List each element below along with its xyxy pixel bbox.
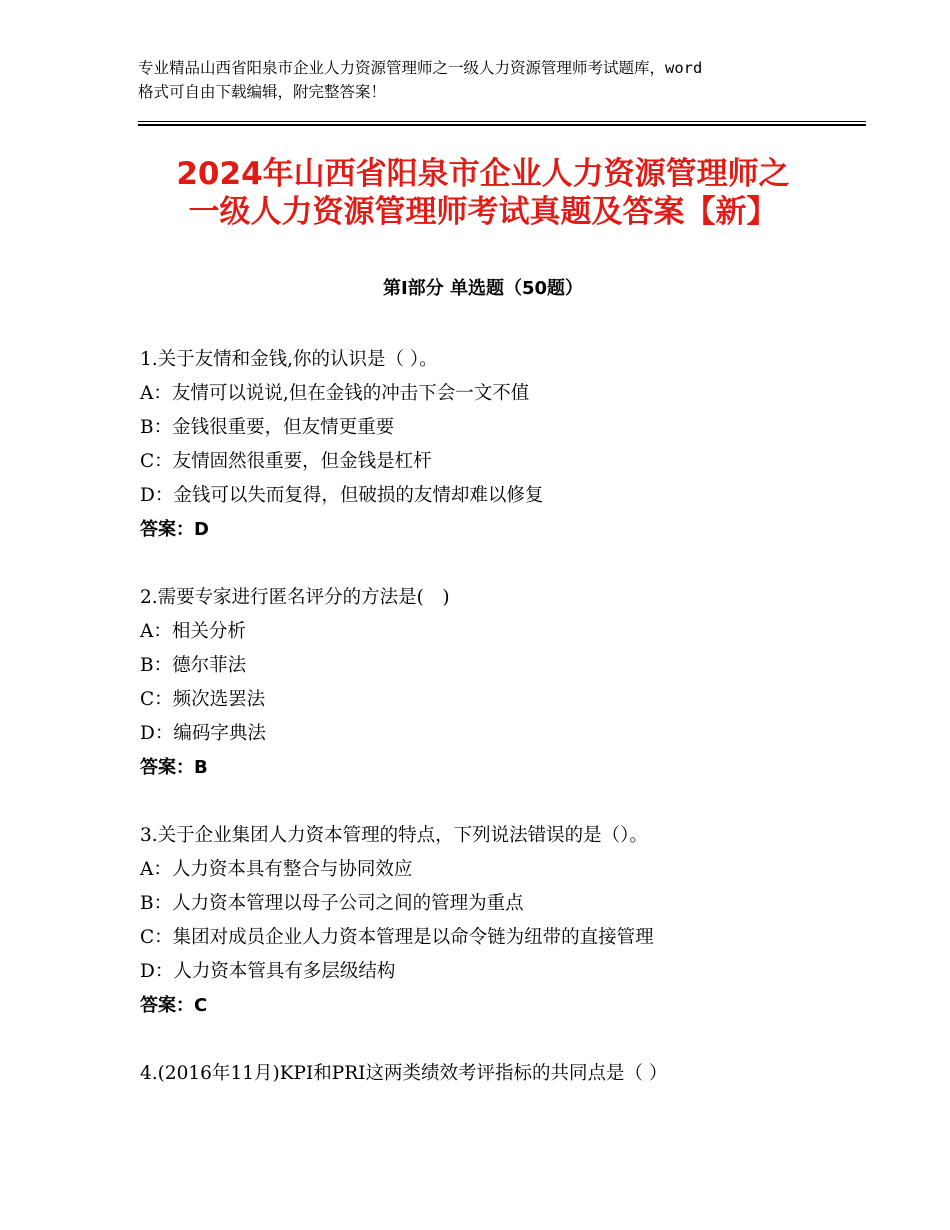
answer: 答案：D — [140, 519, 209, 540]
answer: 答案：B — [140, 757, 208, 778]
question-1 — [140, 343, 860, 547]
document-title-line-2: 一级人力资源管理师考试真题及答案【新】 — [188, 194, 778, 230]
option-d: D：人力资本管具有多层级结构 — [140, 961, 396, 982]
header-note-line-1: 专业精品山西省阳泉市企业人力资源管理师之一级人力资源管理师考试题库，word — [138, 59, 703, 77]
question-4 — [140, 1057, 860, 1091]
option-a: A：人力资本具有整合与协同效应 — [140, 859, 413, 880]
header-note-line-2: 格式可自由下载编辑，附完整答案！ — [138, 83, 387, 101]
option-d: D：编码字典法 — [140, 723, 266, 744]
answer: 答案：C — [140, 995, 208, 1016]
option-d: D：金钱可以失而复得，但破损的友情却难以修复 — [140, 485, 544, 506]
question-stem: 4.(2016年11月)KPI和PRI这两类绩效考评指标的共同点是（ ） — [140, 1063, 668, 1084]
question-stem: 1.关于友情和金钱,你的认识是（ ）。 — [140, 349, 438, 370]
document-title — [138, 155, 828, 231]
option-b: B：金钱很重要，但友情更重要 — [140, 417, 395, 438]
option-b: B：德尔菲法 — [140, 655, 247, 676]
option-c: C：频次选罢法 — [140, 689, 266, 710]
option-b: B：人力资本管理以母子公司之间的管理为重点 — [140, 893, 524, 914]
question-2 — [140, 581, 860, 785]
document-title-line-1: 2024年山西省阳泉市企业人力资源管理师之 — [176, 156, 790, 192]
option-c: C：友情固然很重要，但金钱是杠杆 — [140, 451, 432, 472]
question-stem: 3.关于企业集团人力资本管理的特点，下列说法错误的是（）。 — [140, 825, 648, 846]
question-3 — [140, 819, 860, 1023]
option-a: A：友情可以说说,但在金钱的冲击下会一文不值 — [140, 383, 530, 404]
question-list — [140, 343, 860, 1125]
question-stem: 2.需要专家进行匿名评分的方法是( ) — [140, 587, 450, 608]
option-c: C：集团对成员企业人力资本管理是以命令链为纽带的直接管理 — [140, 927, 654, 948]
section-title: 第Ⅰ部分 单选题（50题） — [382, 278, 583, 299]
header-divider-thick — [138, 124, 866, 126]
header-divider-thin — [138, 121, 866, 122]
option-a: A：相关分析 — [140, 621, 246, 642]
header-note — [138, 56, 838, 104]
